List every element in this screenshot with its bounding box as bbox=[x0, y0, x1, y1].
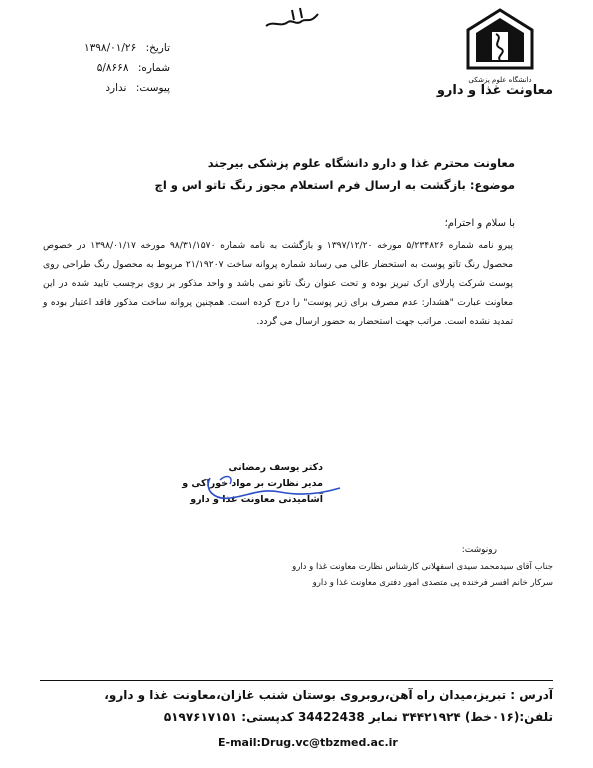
department-name: معاونت غذا و دارو bbox=[436, 83, 553, 98]
number-row bbox=[40, 62, 170, 74]
handwritten-signature bbox=[200, 470, 350, 510]
subject-line: موضوع: بازگشت به ارسال فرم استعلام مجوز رنگ تاتو اس و اچ bbox=[154, 178, 515, 192]
signatory-title-1: مدیر نظارت بر مواد خوراکی و bbox=[182, 478, 323, 489]
number-label: شماره: bbox=[137, 62, 170, 74]
attachment-row bbox=[40, 82, 170, 94]
footer-address: آدرس : تبریز،میدان راه آهن،روبروی بوستان شنب غازان،معاونت غذا و دارو، bbox=[104, 688, 553, 702]
university-logo bbox=[452, 8, 548, 88]
number-value: ۵/۸۶۶۸ bbox=[96, 62, 129, 74]
date-value: ۱۳۹۸/۰۱/۲۶ bbox=[84, 42, 137, 54]
footer-phone: تلفن:(۰۱۶خط) ۳۴۴۲۱۹۲۴ نمابر 34422438 کدپستی: ۵۱۹۷۶۱۷۱۵۱ bbox=[163, 710, 553, 724]
cc-title: رونوشت: bbox=[461, 545, 497, 555]
body-paragraph: پیرو نامه شماره ۵/۲۳۴۸۲۶ مورخه ۱۳۹۷/۱۲/۲۰ و بازگشت به نامه شماره ۹۸/۳۱/۱۵۷۰ مورخه ۱۳۹۸/۰۱/۱۷ در خصوص محصول رنگ تاتو پوست به استحضار عالی می رساند شماره پروانه ساخت ۲۱/۱۹۲۰۷ مربوط به محصول رنگ طراحی روی پوست شرکت پارلای ارک تبریز بوده و تحت عنوان رنگ تاتو نمی باشد و واحد مذکور بر روی برچسب تایید شده در این معاونت عبارت "هشدار: عدم مصرف برای زیر پوست" را درج کرده است. همچنین پروانه ساخت مذکور فاقد اعتبار بوده و تمدید نشده است. مراتب جهت استحضار به حضور ارسال می گردد. bbox=[43, 240, 514, 327]
bismillah-calligraphy bbox=[262, 6, 322, 32]
attachment-label: پیوست: bbox=[135, 82, 170, 94]
attachment-value: ندارد bbox=[105, 82, 127, 94]
cc-line-1: جناب آقای سیدمحمد سیدی اسفهلانی کارشناس نظارت معاونت غذا و دارو bbox=[292, 562, 553, 572]
footer-email: E-mail:Drug.vc@tbzmed.ac.ir bbox=[218, 736, 398, 749]
addressee: معاونت محترم غذا و دارو دانشگاه علوم پزشکی بیرجند bbox=[207, 156, 515, 170]
date-row bbox=[40, 42, 170, 54]
svg-text:دانشگاه علوم پزشکی: دانشگاه علوم پزشکی bbox=[468, 76, 532, 84]
footer-divider bbox=[40, 680, 553, 681]
greeting: با سلام و احترام؛ bbox=[444, 218, 515, 229]
cc-line-2: سرکار خانم افسر فرخنده پی متصدی امور دفتری معاونت غذا و دارو bbox=[312, 578, 553, 588]
signatory-name: دکتر یوسف رمضانی bbox=[228, 462, 323, 473]
date-label: تاریخ: bbox=[145, 42, 170, 54]
signatory-title-2: آشامیدنی معاونت غذا و دارو bbox=[190, 494, 323, 505]
